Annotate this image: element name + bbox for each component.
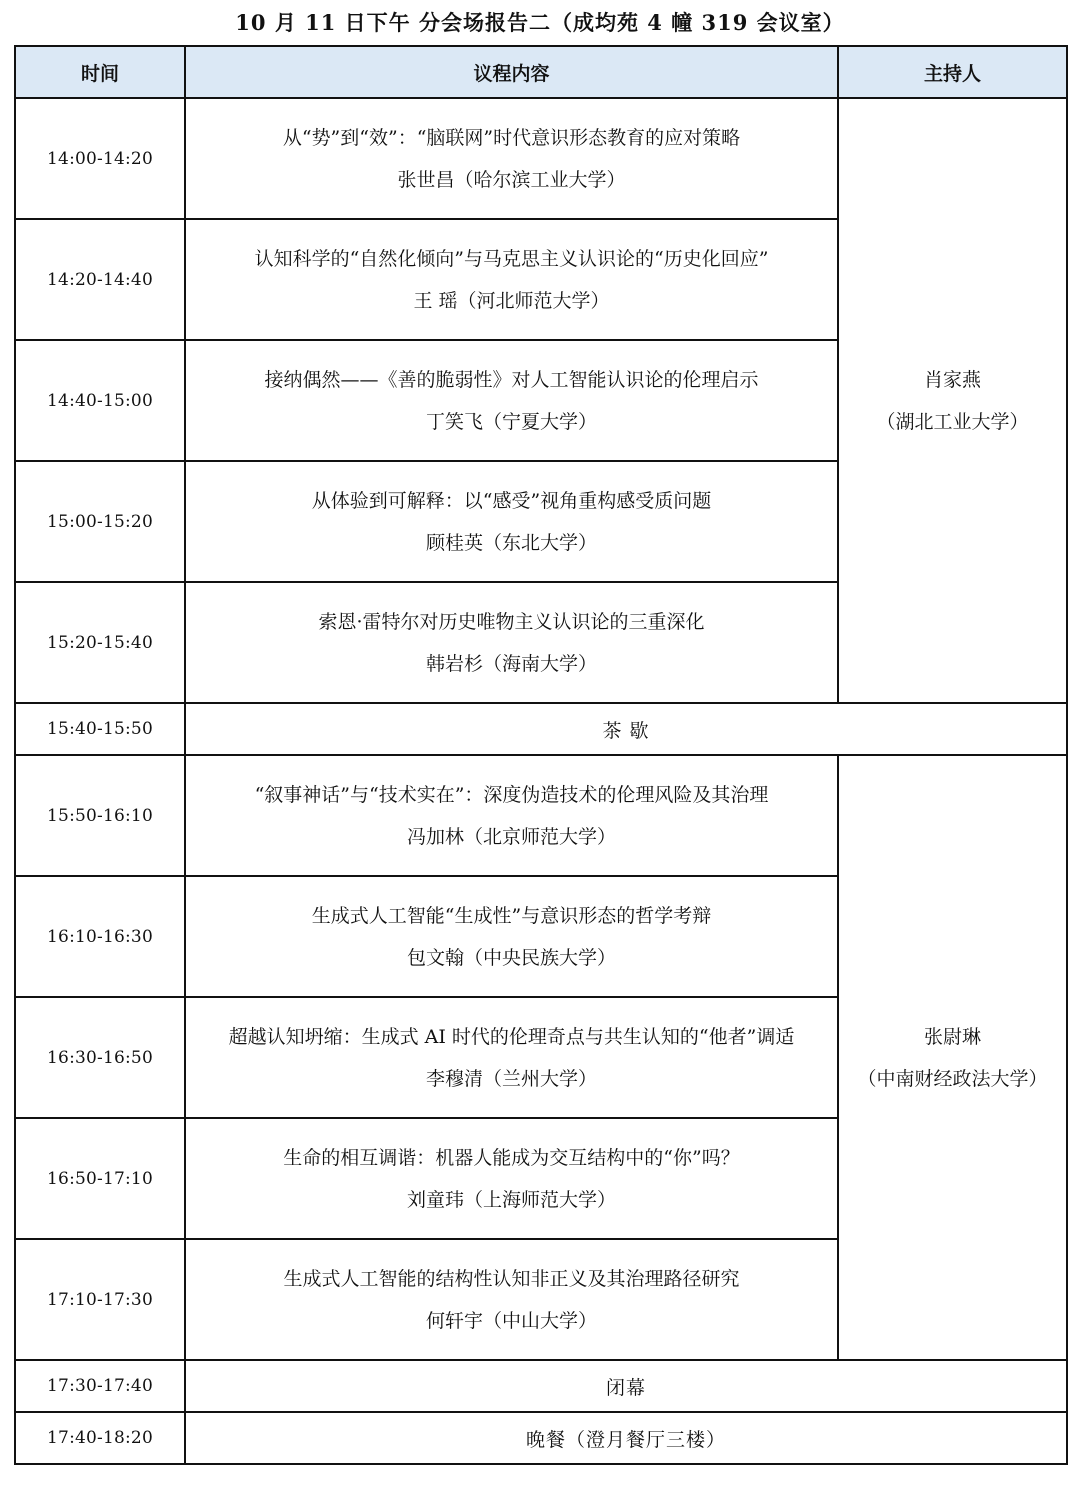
- time-cell: 15:00-15:20: [15, 461, 185, 582]
- content-cell: [185, 997, 838, 1118]
- talk-title: “叙事神话”与“技术实在”：深度伪造技术的伦理风险及其治理: [254, 783, 769, 806]
- content-cell: [185, 1118, 838, 1239]
- time-cell: 17:40-18:20: [15, 1412, 185, 1464]
- time-cell: 16:10-16:30: [15, 876, 185, 997]
- time-cell: 15:50-16:10: [15, 755, 185, 876]
- talk-speaker: 丁笑飞（宁夏大学）: [425, 410, 597, 433]
- talk-title: 索恩·雷特尔对历史唯物主义认识论的三重深化: [318, 610, 705, 633]
- talk-speaker: 顾桂英（东北大学）: [425, 531, 597, 554]
- break-label: 茶 歇: [185, 703, 1067, 755]
- table-row: [15, 98, 1067, 219]
- talk-title: 从“势”到“效”：“脑联网”时代意识形态教育的应对策略: [282, 126, 741, 149]
- closing-row: [15, 1360, 1067, 1412]
- dinner-label: 晚餐（澄月餐厅三楼）: [185, 1412, 1067, 1464]
- time-cell: 17:10-17:30: [15, 1239, 185, 1360]
- content-cell: [185, 582, 838, 703]
- header-host: 主持人: [838, 46, 1067, 98]
- closing-label: 闭幕: [185, 1360, 1067, 1412]
- talk-speaker: 王 瑶（河北师范大学）: [413, 289, 610, 312]
- table-row: [15, 755, 1067, 876]
- talk-speaker: 何轩宇（中山大学）: [425, 1309, 597, 1332]
- content-cell: [185, 1239, 838, 1360]
- talk-speaker: 包文翰（中央民族大学）: [406, 946, 616, 969]
- time-cell: 14:00-14:20: [15, 98, 185, 219]
- header-content: 议程内容: [185, 46, 838, 98]
- break-row: [15, 703, 1067, 755]
- talk-title: 超越认知坍缩：生成式 AI 时代的伦理奇点与共生认知的“他者”调适: [228, 1025, 795, 1048]
- talk-title: 生命的相互调谐：机器人能成为交互结构中的“你”吗？: [283, 1146, 740, 1169]
- header-time: 时间: [15, 46, 185, 98]
- time-cell: 15:40-15:50: [15, 703, 185, 755]
- time-cell: 17:30-17:40: [15, 1360, 185, 1412]
- host-name: 张尉琳: [923, 1025, 981, 1048]
- dinner-row: [15, 1412, 1067, 1464]
- content-cell: [185, 219, 838, 340]
- time-cell: 16:30-16:50: [15, 997, 185, 1118]
- talk-speaker: 李穆清（兰州大学）: [425, 1067, 597, 1090]
- talk-title: 认知科学的“自然化倾向”与马克思主义认识论的“历史化回应”: [254, 247, 769, 270]
- content-cell: [185, 755, 838, 876]
- table-header-row: [15, 46, 1067, 98]
- talk-title: 从体验到可解释：以“感受”视角重构感受质问题: [311, 489, 712, 512]
- talk-title: 接纳偶然——《善的脆弱性》对人工智能认识论的伦理启示: [264, 368, 759, 391]
- host-affiliation: （湖北工业大学）: [876, 410, 1029, 433]
- time-cell: 15:20-15:40: [15, 582, 185, 703]
- talk-speaker: 韩岩杉（海南大学）: [425, 652, 597, 675]
- host-cell: [838, 98, 1067, 703]
- content-cell: [185, 98, 838, 219]
- host-name: 肖家燕: [923, 368, 981, 391]
- page-title: 10 月 11 日下午 分会场报告二（成均苑 4 幢 319 会议室）: [235, 10, 845, 35]
- host-affiliation: （中南财经政法大学）: [857, 1067, 1048, 1090]
- talk-speaker: 刘童玮（上海师范大学）: [406, 1188, 616, 1211]
- content-cell: [185, 876, 838, 997]
- talk-speaker: 张世昌（哈尔滨工业大学）: [397, 168, 626, 191]
- time-cell: 14:40-15:00: [15, 340, 185, 461]
- time-cell: 14:20-14:40: [15, 219, 185, 340]
- host-cell: [838, 755, 1067, 1360]
- talk-speaker: 冯加林（北京师范大学）: [406, 825, 616, 848]
- content-cell: [185, 340, 838, 461]
- agenda-table: [14, 45, 1068, 1465]
- talk-title: 生成式人工智能的结构性认知非正义及其治理路径研究: [283, 1267, 740, 1290]
- time-cell: 16:50-17:10: [15, 1118, 185, 1239]
- talk-title: 生成式人工智能“生成性”与意识形态的哲学考辩: [311, 904, 712, 927]
- content-cell: [185, 461, 838, 582]
